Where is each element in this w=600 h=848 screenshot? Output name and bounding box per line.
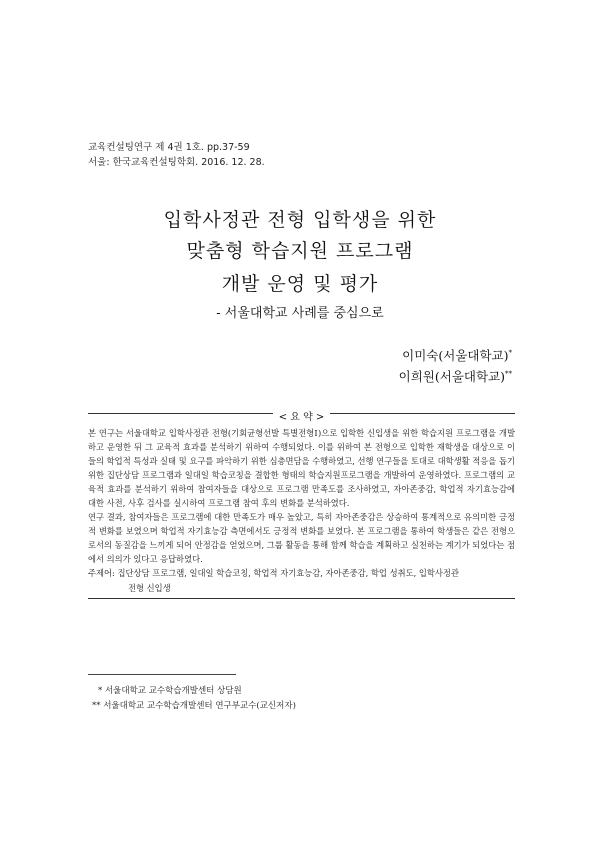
subtitle: - 서울대학교 사례를 중심으로 <box>216 306 384 321</box>
publisher-line: 서울: 한국교육컨설팅학회. 2016. 12. 28. <box>88 157 265 168</box>
author-1 <box>402 346 512 364</box>
title-line-1: 입학사정관 전형 입학생을 위한 <box>163 209 437 231</box>
author-1-mark: * <box>508 348 512 357</box>
title-line-3: 개발 운영 및 평가 <box>221 273 379 295</box>
author-2-mark: ** <box>505 369 512 378</box>
author-1-name: 이미숙(서울대학교) <box>402 348 509 363</box>
abstract-paragraph-2: 연구 결과, 참여자들은 프로그램에 대한 만족도가 매우 높았고, 특히 자아존중감은 상승하여 통계적으로 유의미한 긍정적 변화를 보였으며 학업적 자기효능감 측면에서도 긍정적 변화를 보였다. 본 프로그램을 통하여 학생들은 같은 전형으로서의 동질감을 느끼게 되어 안정감을 얻었으며, 그룹 활동을 통해 함께 학습을 계획하고 실천하는 계기가 되었다는 점에서 의의가 있다고 응답하였다. <box>88 512 515 564</box>
footnote-1: * 서울대학교 교수학습개발센터 상담원 <box>98 686 242 696</box>
keywords-line-1: 주제어: 집단상담 프로그램, 일대일 학습코칭, 학업적 자기효능감, 자아존중감, 학업 성취도, 입학사정관 <box>88 568 459 578</box>
author-2-name: 이희원(서울대학교) <box>398 369 505 384</box>
abstract-body <box>88 426 515 566</box>
title-line-2: 맞춤형 학습지원 프로그램 <box>186 240 414 262</box>
footnote-2: ** 서울대학교 교수학습개발센터 연구부교수(교신저자) <box>92 701 296 711</box>
footnote-divider <box>88 674 236 675</box>
journal-citation: 교육컨설팅연구 제 4권 1호. pp.37-59 <box>88 142 250 153</box>
abstract-paragraph-1: 본 연구는 서울대학교 입학사정관 전형(기회균형선발 특별전형Ⅰ)으로 입학한 신입생을 위한 학습지원 프로그램을 개발하고 운영한 뒤 그 교육적 효과를 분석하기 위하여 수행되었다. 이를 위하여 본 전형으로 입학한 재학생을 대상으로 이들의 학업적 특성과 실태 및 요구를 파악하기 위한 심층면담을 수행하였고, 선행 연구들을 토대로 대학생활 적응을 돕기 위한 집단상담 프로그램과 일대일 학습코칭을 결합한 형태의 학습지원프로그램을 개발하여 운영하였다. 프로그램의 교육적 효과를 분석하기 위하여 참여자들을 대상으로 프로그램 만족도를 조사하였고, 자아존중감, 학업적 자기효능감에 대한 사전, 사후 검사를 실시하여 프로그램 참여 후의 변화를 분석하였다. <box>88 428 515 508</box>
author-2 <box>399 367 512 385</box>
abstract-heading <box>88 405 515 424</box>
keywords <box>88 566 515 596</box>
keywords-line-2: 전형 신입생 <box>128 583 171 593</box>
abstract-heading-text: < 요 약 > <box>273 412 331 423</box>
